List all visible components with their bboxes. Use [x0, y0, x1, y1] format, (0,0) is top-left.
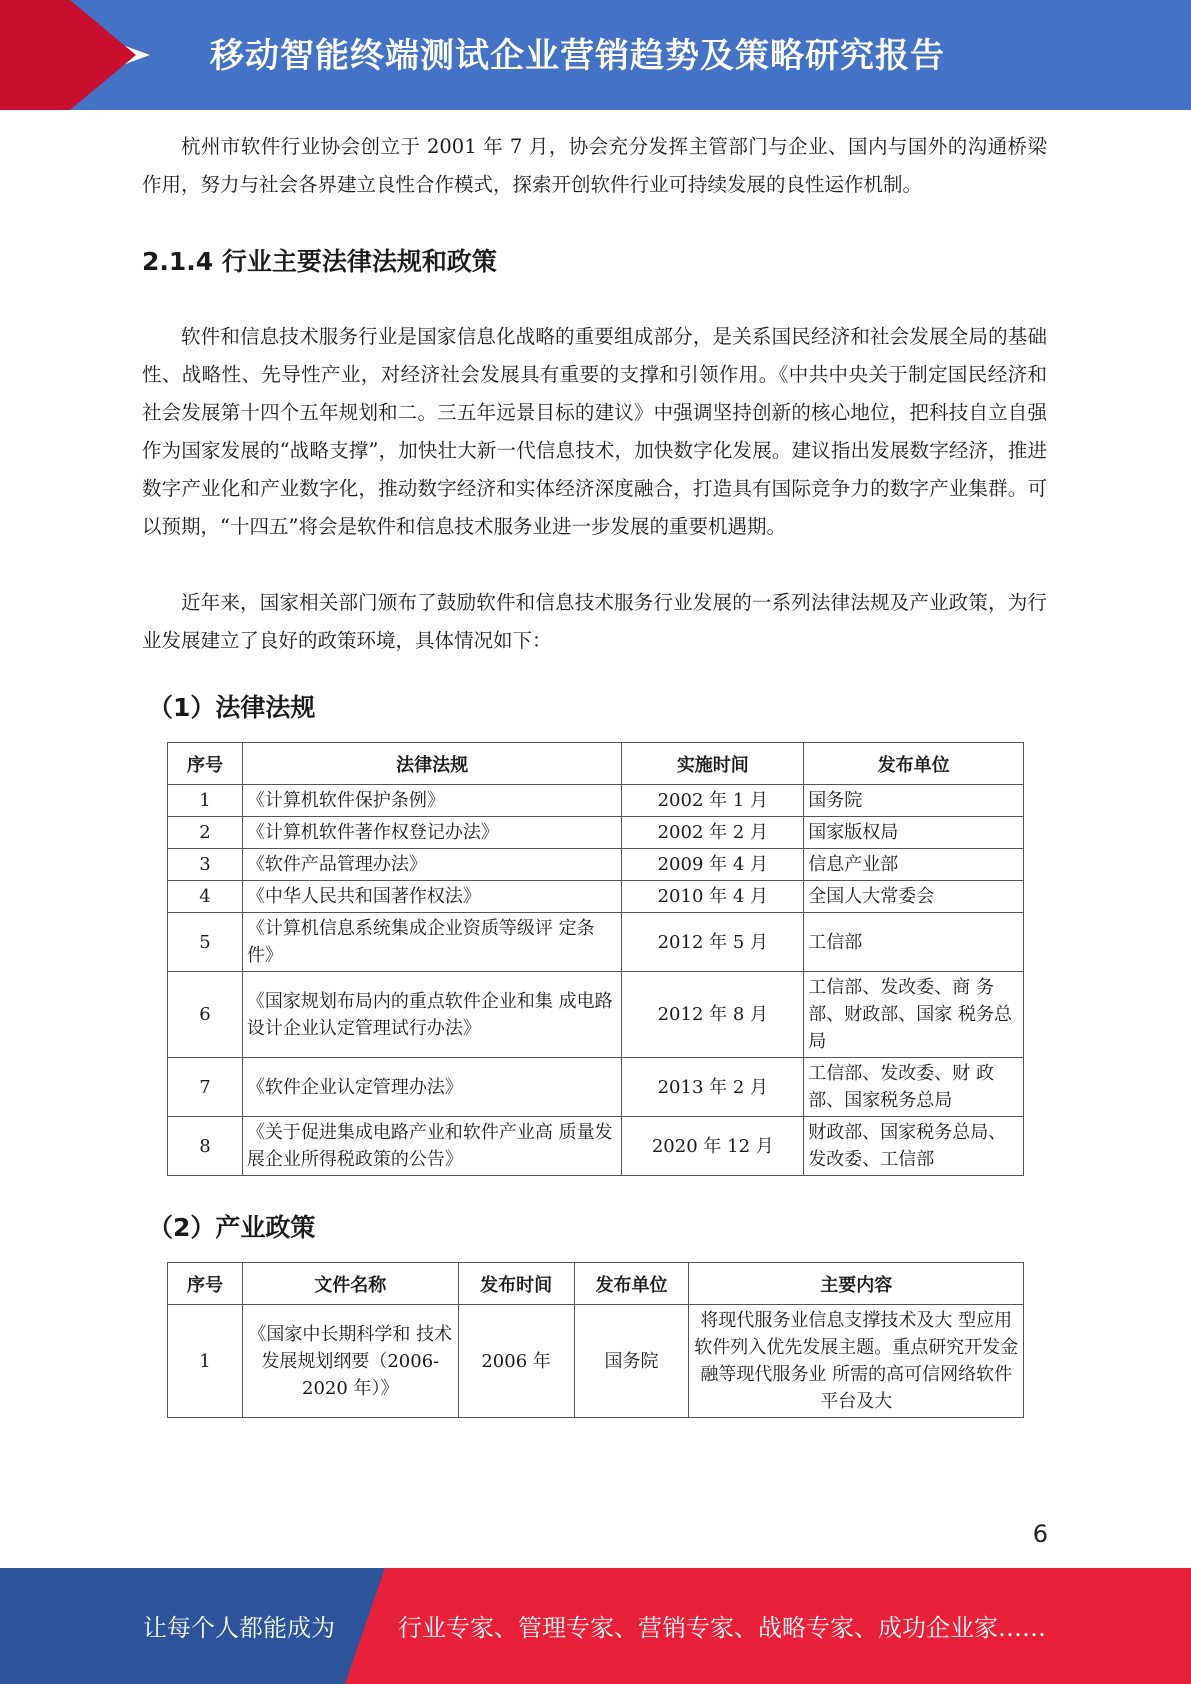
law-issuer-cell: 信息产业部 — [804, 849, 1024, 881]
policies-table-row — [168, 1305, 1024, 1418]
law-name-cell: 《软件产品管理办法》 — [242, 849, 622, 881]
law-date-cell: 2013 年 2 月 — [622, 1058, 804, 1117]
law-index-cell: 5 — [168, 913, 243, 972]
law-name-cell: 《国家规划布局内的重点软件企业和集 成电路设计企业认定管理试行办法》 — [242, 972, 622, 1058]
law-issuer-cell: 工信部、发改委、财 政部、国家税务总局 — [804, 1058, 1024, 1117]
footer-banner — [0, 1568, 1191, 1684]
laws-heading: （1）法律法规 — [148, 693, 316, 722]
policies-header-index: 序号 — [168, 1263, 243, 1305]
policies-header-issuer: 发布单位 — [574, 1263, 689, 1305]
law-name-cell: 《中华人民共和国著作权法》 — [242, 881, 622, 913]
laws-table-row — [168, 1058, 1024, 1117]
policy-content-cell: 将现代服务业信息支撑技术及大 型应用软件列入优先发展主题。重点研究开发金融等现代服务业 所需的高可信网络软件平台及大 — [689, 1305, 1024, 1418]
header-chevron-fill — [0, 0, 70, 110]
law-index-cell: 2 — [168, 817, 243, 849]
footer-blue-slant — [345, 1568, 385, 1684]
law-name-cell: 《计算机软件著作权登记办法》 — [242, 817, 622, 849]
law-issuer-cell: 财政部、国家税务总局、发改委、工信部 — [804, 1117, 1024, 1176]
policies-header-content: 主要内容 — [689, 1263, 1024, 1305]
page-content — [142, 128, 1047, 1418]
policy-index-cell: 1 — [168, 1305, 243, 1418]
law-date-cell: 2002 年 1 月 — [622, 785, 804, 817]
laws-table — [167, 742, 1024, 1176]
law-date-cell: 2002 年 2 月 — [622, 817, 804, 849]
law-issuer-cell: 工信部、发改委、商 务部、财政部、国家 税务总局 — [804, 972, 1024, 1058]
page-number: 6 — [1032, 1520, 1048, 1548]
laws-table-row — [168, 817, 1024, 849]
laws-table-row — [168, 1117, 1024, 1176]
policies-heading: （2）产业政策 — [148, 1213, 316, 1242]
laws-table-body — [168, 785, 1024, 1176]
law-date-cell: 2010 年 4 月 — [622, 881, 804, 913]
policy-date-cell: 2006 年 — [458, 1305, 574, 1418]
law-issuer-cell: 国务院 — [804, 785, 1024, 817]
laws-table-row — [168, 849, 1024, 881]
policies-table — [167, 1262, 1024, 1418]
header-chevron-tip — [70, 0, 136, 110]
laws-header-index: 序号 — [168, 743, 243, 785]
intro-paragraph: 杭州市软件行业协会创立于 2001 年 7 月，协会充分发挥主管部门与企业、国内与国外的沟通桥梁作用，努力与社会各界建立良性合作模式，探索开创软件行业可持续发展的良性运作机制。 — [142, 135, 1047, 196]
law-name-cell: 《计算机软件保护条例》 — [242, 785, 622, 817]
laws-header-issuer: 发布单位 — [804, 743, 1024, 785]
laws-table-row — [168, 881, 1024, 913]
body-paragraph-2: 近年来，国家相关部门颁布了鼓励软件和信息技术服务行业发展的一系列法律法规及产业政策，为行业发展建立了良好的政策环境，具体情况如下： — [142, 591, 1047, 652]
policy-issuer-cell: 国务院 — [574, 1305, 689, 1418]
law-date-cell: 2012 年 5 月 — [622, 913, 804, 972]
law-name-cell: 《软件企业认定管理办法》 — [242, 1058, 622, 1117]
law-date-cell: 2020 年 12 月 — [622, 1117, 804, 1176]
law-issuer-cell: 工信部 — [804, 913, 1024, 972]
policies-header-name: 文件名称 — [242, 1263, 458, 1305]
laws-table-row — [168, 785, 1024, 817]
footer-slogan-right: 行业专家、管理专家、营销专家、战略专家、成功企业家…… — [398, 1614, 1046, 1642]
law-name-cell: 《关于促进集成电路产业和软件产业高 质量发展企业所得税政策的公告》 — [242, 1117, 622, 1176]
policies-table-body — [168, 1305, 1024, 1418]
laws-table-row — [168, 972, 1024, 1058]
policy-name-cell: 《国家中长期科学和 技术发展规划纲要（2006-2020 年）》 — [242, 1305, 458, 1418]
laws-table-header-row — [168, 743, 1024, 785]
policies-table-header-row — [168, 1263, 1024, 1305]
law-issuer-cell: 全国人大常委会 — [804, 881, 1024, 913]
law-index-cell: 4 — [168, 881, 243, 913]
law-index-cell: 7 — [168, 1058, 243, 1117]
law-date-cell: 2009 年 4 月 — [622, 849, 804, 881]
laws-header-name: 法律法规 — [242, 743, 622, 785]
body-paragraph-1: 软件和信息技术服务行业是国家信息化战略的重要组成部分，是关系国民经济和社会发展全局的基础性、战略性、先导性产业，对经济社会发展具有重要的支撑和引领作用。《中共中央关于制定国民经济和社会发展第十四个五年规划和二。三五年远景目标的建议》中强调坚持创新的核心地位，把科技自立自强作为国家发展的“战略支撑”，加快壮大新一代信息技术，加快数字化发展。建议指出发展数字经济，推进数字产业化和产业数字化，推动数字经济和实体经济深度融合，打造具有国际竞争力的数字产业集群。可以预期，“十四五”将会是软件和信息技术服务业进一步发展的重要机遇期。 — [142, 325, 1047, 538]
law-issuer-cell: 国家版权局 — [804, 817, 1024, 849]
policies-header-date: 发布时间 — [458, 1263, 574, 1305]
law-index-cell: 3 — [168, 849, 243, 881]
law-index-cell: 8 — [168, 1117, 243, 1176]
law-name-cell: 《计算机信息系统集成企业资质等级评 定条件》 — [242, 913, 622, 972]
footer-slogan-left: 让每个人都能成为 — [143, 1614, 335, 1642]
laws-table-row — [168, 913, 1024, 972]
law-index-cell: 6 — [168, 972, 243, 1058]
report-title: 移动智能终端测试企业营销趋势及策略研究报告 — [210, 36, 945, 76]
law-index-cell: 1 — [168, 785, 243, 817]
section-heading: 2.1.4 行业主要法律法规和政策 — [142, 247, 497, 276]
law-date-cell: 2012 年 8 月 — [622, 972, 804, 1058]
header-banner — [0, 0, 1191, 110]
laws-header-date: 实施时间 — [622, 743, 804, 785]
